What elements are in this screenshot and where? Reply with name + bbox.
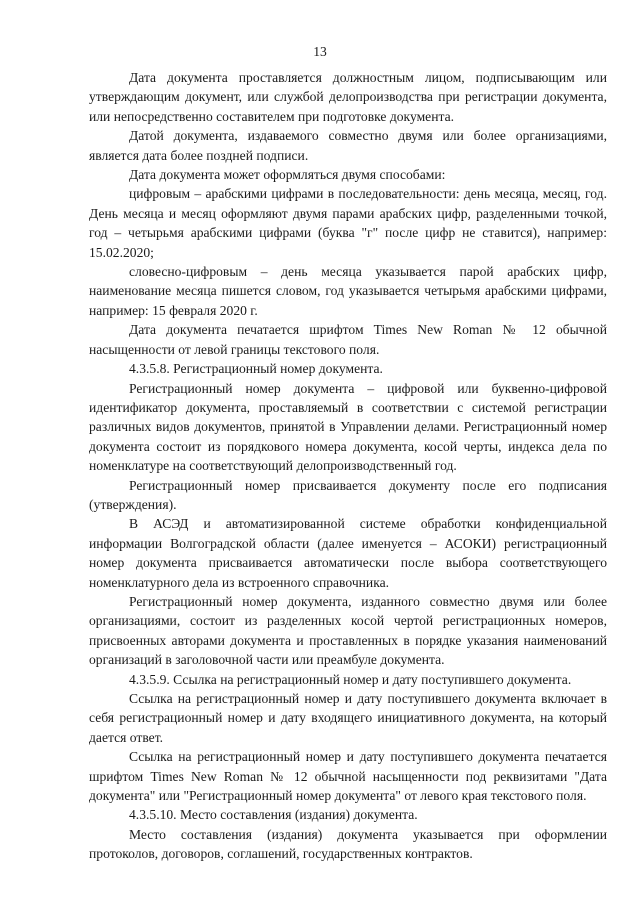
section-heading-4-3-5-9: 4.3.5.9. Ссылка на регистрационный номер и дату поступившего документа. xyxy=(129,671,572,687)
paragraph-date-digital: цифровым – арабскими цифрами в последовательности: день месяца, месяц, год. День месяца и месяц оформляют двумя парами арабских цифр, разделенными точкой, год – четырьмя арабскими цифрами (буква "г" после цифр не ставится), например: 15.02.2020; xyxy=(89,186,607,260)
paragraph-reference-font: Ссылка на регистрационный номер и дату поступившего документа печатается шрифтом Times New Roman № 12 обычной насыщенности под реквизитами "Дата документа" или "Регистрационный номер документа" от левого края текстового поля. xyxy=(89,749,607,804)
paragraph-date-verbal: словесно-цифровым – день месяца указывается парой арабских цифр, наименование месяца пишется словом, год указывается четырьмя арабскими цифрами, например: 15 февраля 2020 г. xyxy=(89,264,607,318)
paragraph-reference-includes: Ссылка на регистрационный номер и дату поступившего документа включает в себя регистрационный номер и дату входящего инициативного документа, на который дается ответ. xyxy=(89,691,607,745)
paragraph-regnum-joint: Регистрационный номер документа, изданного совместно двумя или более организациями, состоит из разделенных косой чертой регистрационных номеров, присвоенных авторами документа и проставленных в порядке указания наименований организаций в заголовочной части или преамбуле документа. xyxy=(89,593,607,668)
paragraph-date-formats: Дата документа может оформляться двумя способами: xyxy=(129,167,446,183)
paragraph-regnum-definition: Регистрационный номер документа – цифровой или буквенно-цифровой идентификатор документа, проставляемый в соответствии с системой регистрации различных видов документов, принятой в Управлении делами. Регистрационный номер документа состоит из порядкового номера документа, косой черты, индекса дела по номенклатуре на соответствующий делопроизводственный год. xyxy=(89,380,607,474)
document-body xyxy=(89,68,607,864)
page-number: 13 xyxy=(313,44,327,59)
paragraph-date-who-sets: Дата документа проставляется должностным лицом, подписывающим или утверждающим документ, или службой делопроизводства при регистрации документа, или непосредственно составителем при подготовке документа. xyxy=(89,70,607,124)
section-heading-4-3-5-8: 4.3.5.8. Регистрационный номер документа. xyxy=(129,361,383,377)
paragraph-joint-date: Датой документа, издаваемого совместно двумя или более организациями, является дата более поздней подписи. xyxy=(89,128,607,163)
paragraph-date-font: Дата документа печатается шрифтом Times New Roman № 12 обычной насыщенности от левой границы текстового поля. xyxy=(89,322,607,357)
paragraph-place-of-issue: Место составления (издания) документа указывается при оформлении протоколов, договоров, соглашений, государственных контрактов. xyxy=(89,826,607,862)
paragraph-regnum-ased: В АСЭД и автоматизированной системе обработки конфиденциальной информации Волгоградской области (далее именуется – АСОКИ) регистрационный номер документа присваивается автоматически после выбора соответствующего номенклатурного дела из встроенного справочника. xyxy=(89,516,607,590)
section-heading-4-3-5-10: 4.3.5.10. Место составления (издания) документа. xyxy=(129,807,418,823)
paragraph-regnum-assigned: Регистрационный номер присваивается документу после его подписания (утверждения). xyxy=(89,477,607,512)
